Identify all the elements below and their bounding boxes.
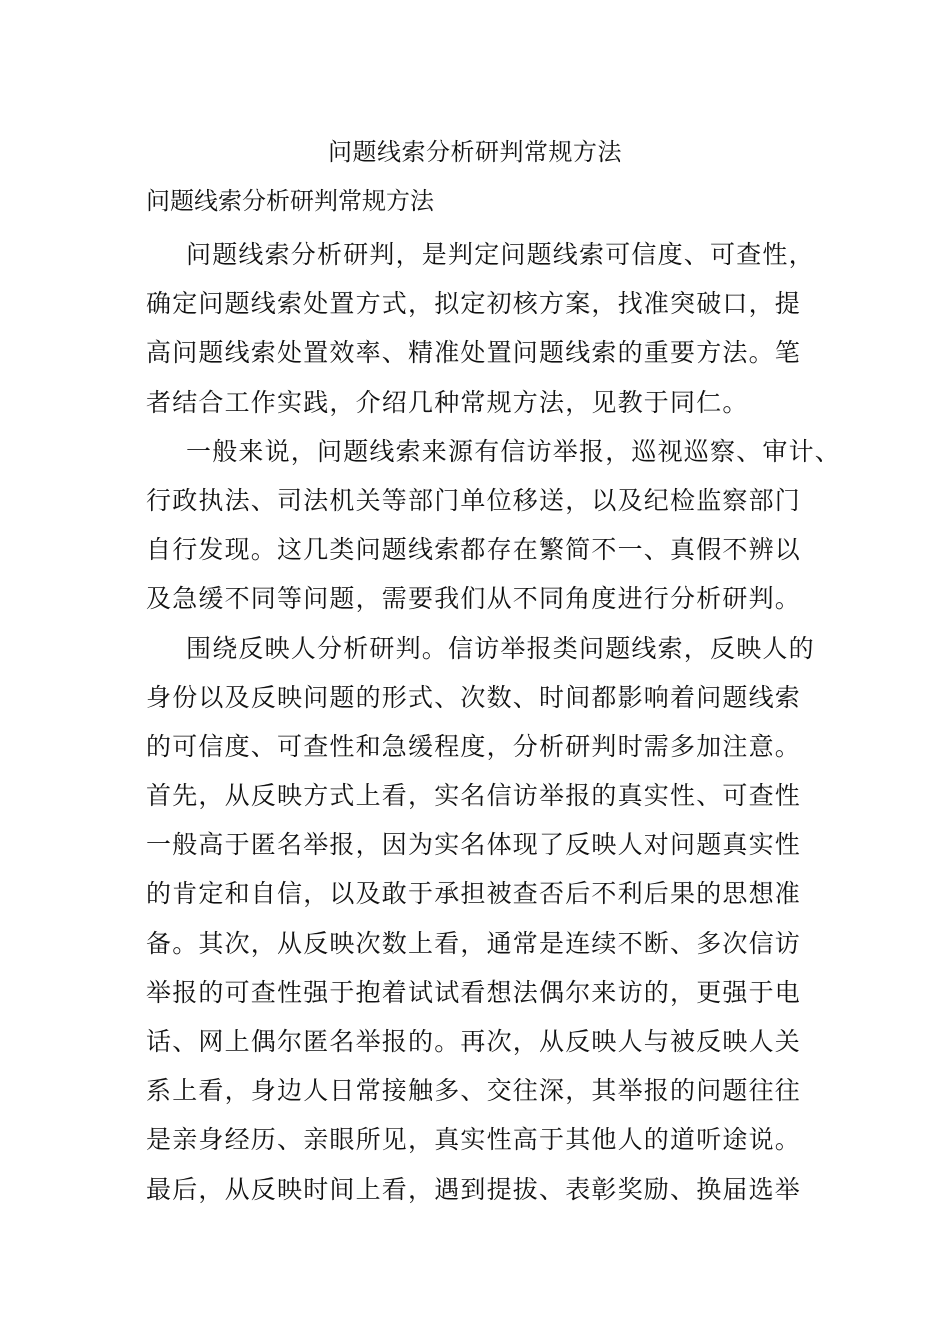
text-line: 最后，从反映时间上看，遇到提拔、表彰奖励、换届选举 bbox=[146, 1174, 802, 1204]
text-line: 的肯定和自信，以及敢于承担被查否后不利后果的思想准 bbox=[146, 879, 802, 909]
text-line: 一般来说，问题线索来源有信访举报，巡视巡察、审计、 bbox=[186, 436, 842, 466]
text-line: 围绕反映人分析研判。信访举报类问题线索，反映人的 bbox=[186, 633, 815, 663]
text-line: 的可信度、可查性和急缓程度，分析研判时需多加注意。 bbox=[146, 731, 802, 761]
text-line: 及急缓不同等问题，需要我们从不同角度进行分析研判。 bbox=[146, 584, 802, 614]
text-line: 身份以及反映问题的形式、次数、时间都影响着问题线索 bbox=[146, 682, 802, 712]
document-subtitle: 问题线索分析研判常规方法 bbox=[146, 187, 434, 215]
text-line: 一般高于匿名举报，因为实名体现了反映人对问题真实性 bbox=[146, 830, 802, 860]
text-line: 首先，从反映方式上看，实名信访举报的真实性、可查性 bbox=[146, 781, 802, 811]
document-body bbox=[146, 230, 846, 1214]
text-line: 备。其次，从反映次数上看，通常是连续不断、多次信访 bbox=[146, 928, 802, 958]
text-line: 者结合工作实践，介绍几种常规方法，见教于同仁。 bbox=[146, 387, 749, 417]
text-line: 自行发现。这几类问题线索都存在繁简不一、真假不辨以 bbox=[146, 535, 802, 565]
document-title: 问题线索分析研判常规方法 bbox=[328, 138, 622, 166]
text-line: 话、网上偶尔匿名举报的。再次，从反映人与被反映人关 bbox=[146, 1027, 802, 1056]
text-line: 系上看，身边人日常接触多、交往深，其举报的问题往往 bbox=[146, 1076, 802, 1106]
text-line: 举报的可查性强于抱着试试看想法偶尔来访的，更强于电 bbox=[146, 977, 802, 1007]
text-line: 行政执法、司法机关等部门单位移送，以及纪检监察部门 bbox=[146, 485, 802, 515]
text-line: 是亲身经历、亲眼所见，真实性高于其他人的道听途说。 bbox=[146, 1125, 802, 1155]
text-line: 问题线索分析研判，是判定问题线索可信度、可查性， bbox=[186, 240, 815, 269]
text-line: 高问题线索处置效率、精准处置问题线索的重要方法。笔 bbox=[146, 338, 802, 368]
text-line: 确定问题线索处置方式，拟定初核方案，找准突破口，提 bbox=[146, 289, 802, 319]
